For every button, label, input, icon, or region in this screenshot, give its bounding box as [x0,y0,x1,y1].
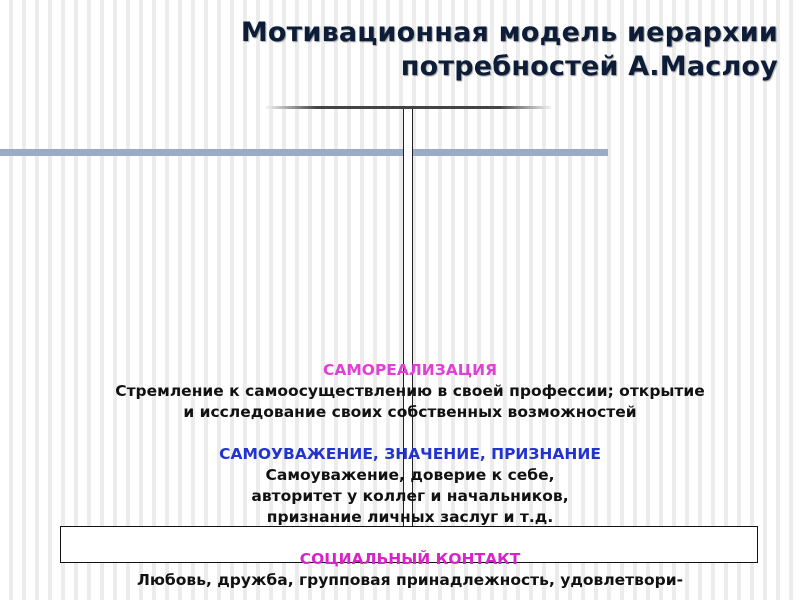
decorative-horizontal-bar [0,149,608,156]
level-text-line: признание личных заслуг и т.д. [266,508,554,526]
spacer [40,423,780,444]
level-heading-social-contact: СОЦИАЛЬНЫЙ КОНТАКТ [299,550,521,568]
level-text-line: авторитет у коллег и начальников, [251,487,569,505]
level-text-line: Самоуважение, доверие к себе, [265,466,555,484]
level-text-line: и исследование своих собственных возможностей [183,403,637,421]
level-heading-esteem: САМОУВАЖЕНИЕ, ЗНАЧЕНИЕ, ПРИЗНАНИЕ [219,445,601,463]
hierarchy-text-block [40,360,780,591]
title-line-1: Мотивационная модель иерархии [240,17,778,48]
slide-title [241,16,778,84]
title-line-2: потребностей А.Маслоу [400,51,778,82]
level-text-line: Стремление к самоосуществлению в своей профессии; открытие [115,382,705,400]
level-heading-self-actualization: САМОРЕАЛИЗАЦИЯ [322,361,498,379]
level-text-line: Любовь, дружба, групповая принадлежность, удовлетвори- [136,571,684,589]
spacer [40,528,780,549]
